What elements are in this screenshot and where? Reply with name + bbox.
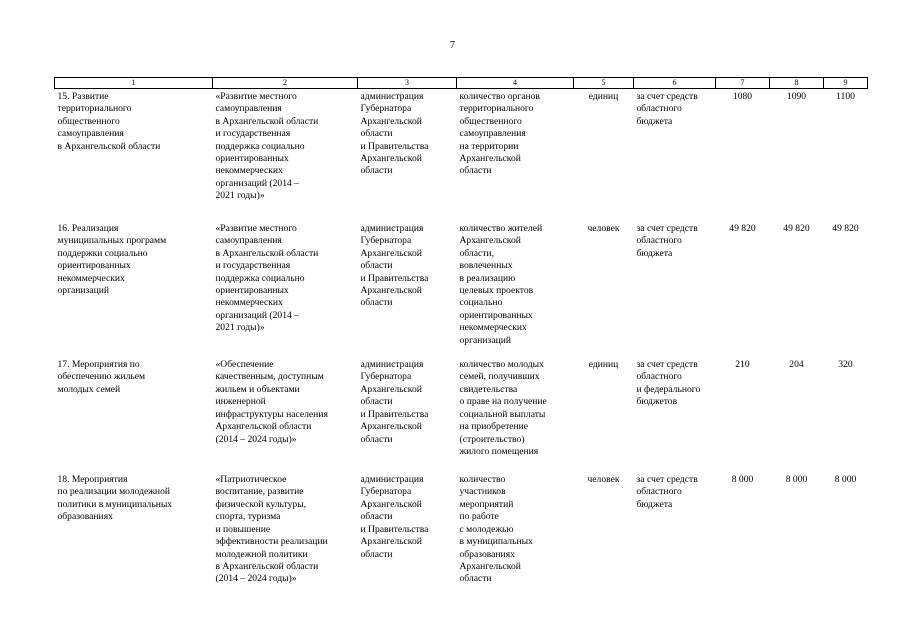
header-cell: 7 xyxy=(716,78,770,89)
indicator: количество участников мероприятий по работе с молодежью в муниципальных образованиях Архангельской области xyxy=(459,474,533,585)
executor: администрация Губернатора Архангельской области и Правительства Архангельской области xyxy=(360,474,429,560)
funding-source: за счет средств областного бюджета xyxy=(636,91,698,127)
indicator: количество молодых семей, получивших свидетельства о праве на получение социальной выплаты на приобретение (строительство) жилого помещения xyxy=(459,359,547,457)
value-col-8: 8 000 xyxy=(785,474,808,486)
unit: единиц xyxy=(588,359,619,371)
program-name: «Развитие местного самоуправления в Архангельской области и государственная поддержка социально ориентированных некоммерческих организаций (2014 – 2021 годы)» xyxy=(215,91,319,202)
value-col-8: 204 xyxy=(789,359,804,371)
activity-name: 16. Реализация муниципальных программ поддержки социально ориентированных некоммерческих организаций xyxy=(57,223,167,297)
executor: администрация Губернатора Архангельской области и Правительства Архангельской области xyxy=(360,223,429,309)
executor: администрация Губернатора Архангельской области и Правительства Архангельской области xyxy=(360,359,429,445)
unit: единиц xyxy=(588,91,619,102)
table-row xyxy=(55,89,868,222)
header-cell: 4 xyxy=(457,78,574,89)
value-col-9: 1100 xyxy=(836,91,855,102)
table-row xyxy=(55,472,868,604)
header-cell: 8 xyxy=(770,78,824,89)
value-col-7: 210 xyxy=(735,359,750,371)
unit: человек xyxy=(587,223,620,234)
activity-name: 17. Мероприятия по обеспечению жильем молодых семей xyxy=(57,359,146,395)
value-col-9: 8 000 xyxy=(834,474,857,486)
table-row xyxy=(55,357,868,472)
executor: администрация Губернатора Архангельской области и Правительства Архангельской области xyxy=(360,91,429,177)
header-cell: 2 xyxy=(213,78,358,89)
value-col-8: 49 820 xyxy=(783,223,810,234)
funding-source: за счет средств областного и федерального бюджетов xyxy=(636,359,701,408)
value-col-8: 1090 xyxy=(786,91,807,102)
value-col-7: 49 820 xyxy=(729,223,756,234)
header-row xyxy=(55,78,868,89)
header-cell: 6 xyxy=(634,78,716,89)
header-cell: 3 xyxy=(358,78,457,89)
funding-source: за счет средств областного бюджета xyxy=(636,474,698,510)
header-cell: 5 xyxy=(574,78,634,89)
value-col-9: 320 xyxy=(838,359,853,371)
header-cell: 9 xyxy=(824,78,868,89)
activity-name: 15. Развитие территориального общественного самоуправления в Архангельской области xyxy=(57,91,161,152)
program-name: «Патриотическое воспитание, развитие физической культуры, спорта, туризма и повышение эффективности реализации молодежной политики в Архангельской области (2014 – 2024 годы)» xyxy=(215,474,328,585)
value-col-9: 49 820 xyxy=(832,223,859,234)
indicator: количество органов территориального общественного самоуправления на территории Архангельской области xyxy=(459,91,540,177)
program-name: «Обеспечение качественным, доступным жильем и объектами инженерной инфраструктуры населения Архангельской области (2014 – 2024 годы)» xyxy=(215,359,328,445)
unit: человек xyxy=(587,474,620,486)
indicator: количество жителей Архангельской области, вовлеченных в реализацию целевых проектов социально ориентированных некоммерческих организаций xyxy=(459,223,543,346)
table-row xyxy=(55,221,868,357)
value-col-7: 1080 xyxy=(732,91,753,102)
value-col-7: 8 000 xyxy=(731,474,754,486)
program-name: «Развитие местного самоуправления в Архангельской области и государственная поддержка социально ориентированных некоммерческих организаций (2014 – 2021 годы)» xyxy=(215,223,319,334)
funding-source: за счет средств областного бюджета xyxy=(636,223,698,259)
activity-name: 18. Мероприятия по реализации молодежной политики в муниципальных образованиях xyxy=(57,474,173,523)
header-cell: 1 xyxy=(55,78,213,89)
activities-table xyxy=(54,77,868,604)
page-number: 7 xyxy=(450,40,455,51)
